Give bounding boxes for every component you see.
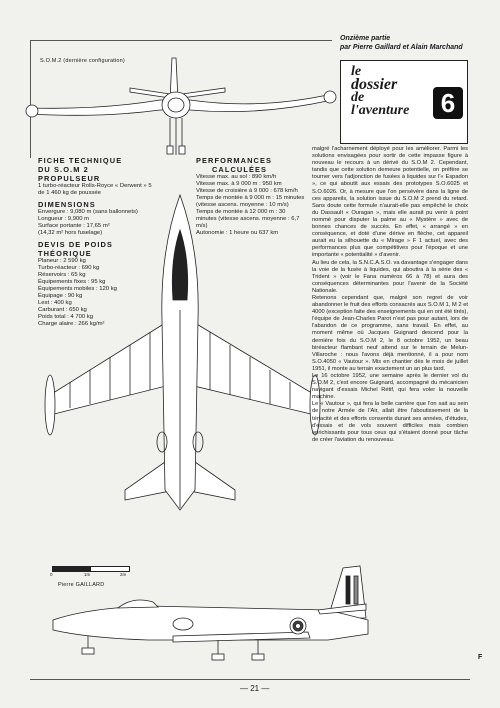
top-drawing-caption: S.O.M.2 (dernière configuration) <box>40 58 125 64</box>
scale-tick-0: 0 <box>50 572 53 577</box>
footer-line <box>30 679 470 680</box>
artist-credit: Pierre GAILLARD <box>58 582 105 588</box>
devis-item: Carburant : 650 kg <box>38 307 87 313</box>
devis-item: Équipements fixes : 95 kg <box>38 279 106 285</box>
devis-item: Équipements mobiles : 120 kg <box>38 286 117 292</box>
badge-line-4: l'aventure <box>351 103 410 118</box>
front-view-drawing <box>20 50 340 160</box>
dimension-item: (14,32 m² hors fuselage) <box>38 230 103 236</box>
performance-item: Autonomie : 1 heure ou 637 km <box>196 230 279 236</box>
badge-line-3: de <box>351 90 365 105</box>
badge-number: 6 <box>433 87 463 119</box>
article-paragraph: Retenons cependant que, malgré son regret de voir abandonner le fruit des efforts consacrés aux S.O.M 1, M 2 et 4000 (exception faite des enseignements qui en ont été tirés), l'équipe de Jean-Charles Parot n'est pas pour autant, lors de l'abandon de ce programme, sans travail. En effet, au moment même où Jacques Guignard descend pour la dernière fois du S.O.M 2, le 8 octobre 1952, un beau biréacteur flambant neuf attend sur le terrain de Melun-Villaroche : nous l'avons déjà mentionné, il a pour nom S.O.4050 « Vautour ». Mis en chantier dès le mois de juillet 1951, il monte au terrain exactement un an plus tard. <box>312 294 468 372</box>
propulseur-text: 1 turbo-réacteur Rolls-Royce « Derwent » 5 de 1 460 kg de poussée <box>38 183 152 196</box>
badge-line-2: dossier <box>351 76 398 93</box>
article-paragraph: Au lieu de cela, la S.N.C.A.S.O. va davantage s'engager dans la voie de la fusée à liquides, qui aboutira à la série des « Trident » (voir le Fana numéros 66 à 78) et aura des conséquences déterminantes pour l'avenir de la Société Nationale. <box>312 259 469 294</box>
dimension-item: Surface portante : 17,65 m² <box>38 223 110 229</box>
devis-item: Lest : 400 kg <box>38 300 72 306</box>
propulseur-heading: PROPULSEUR <box>38 174 101 183</box>
side-view-drawing <box>48 558 378 668</box>
devis-item: Charge alaire : 266 kg/m² <box>38 321 105 327</box>
scale-tick-2: 2m <box>120 572 127 577</box>
fiche-title-1: FICHE TECHNIQUE <box>38 156 123 165</box>
article-paragraph: Le « Vautour », qui fera la belle carrière que l'on sait au sein de notre Armée de l'Air, allait être l'aboutissement de la ténacité et des efforts consentis durant ses années, d'études, d'essais et de vols souvent difficiles mais combien enrichissants pour tous ceux qui s'étaient donné pour tâche de créer l'aviation du renouveau. <box>312 401 468 443</box>
article-paragraph: Le 16 octobre 1952, une semaine après le dernier vol du S.O.M 2, c'est encore Guignard, accompagné du mécanicien navigant d'essais Michel Rétif, qui fera voler la nouvelle machine. <box>312 373 468 401</box>
performances-heading-2: CALCULÉES <box>212 165 268 174</box>
article-credit <box>340 35 490 52</box>
badge-line-1: le <box>351 64 362 79</box>
margin-letter: F <box>478 654 483 661</box>
dimension-item: Longueur : 9,900 m <box>38 216 90 222</box>
page-number: — 21 — <box>240 684 270 693</box>
authors-label: par Pierre Gaillard et Alain Marchand <box>340 43 463 51</box>
article-text <box>312 146 468 444</box>
performance-item: Temps de montée à 12 000 m : 30 minutes (vitesse ascens. moyenne : 6,7 m/s) <box>196 209 300 229</box>
article-paragraph: malgré l'acharnement déployé pour les améliorer. Parmi les solutions envisagées pour sortir de cette impasse figure à nouveau le recours à un dérivé du S.O.M 2. Cependant, tandis que cette solution demeure potentielle, on préfère se tourner vers l'adjonction de fusées à liquides sur l'« Espadon », ce qui aboutit aux essais des prototypes S.O.6025 et S.O.6026. Or, à mesure que l'on persévère dans la ligne de ces appareils, la solution issue du S.O.M 2 prend du retard. Sans doute cette formule n'aurait-elle pas empêché le choix du Dassault « Ouragan », mais elle aurait pu venir à point nommé pour disputer la palme au « Mystère » avec de bonnes chances de succès. En effet, « arrangé » en conséquence, et doté d'une dérive en flèche, cet appareil aurait eu la silhouette du « Mirage » F 1 actuel, avec des performances plus que compétitives pour l'époque et une importante « potentialité » d'avenir. <box>312 146 468 259</box>
devis-item: Planeur : 2 590 kg <box>38 258 86 264</box>
performances-heading-1: PERFORMANCES <box>196 156 273 165</box>
plan-view-drawing <box>30 190 330 520</box>
devis-heading-1: DEVIS DE POIDS <box>38 240 113 249</box>
performance-item: Vitesse de croisière à 9 000 : 678 km/h <box>196 188 298 194</box>
scale-tick-1: 1m <box>84 572 91 577</box>
dimension-item: Envergure : 9,080 m (sans ballonnets) <box>38 209 138 215</box>
devis-item: Poids total : 4 700 kg <box>38 314 94 320</box>
devis-item: Réservoirs : 65 kg <box>38 272 86 278</box>
performance-item: Temps de montée à 9 000 m : 15 minutes (vitesse ascens. moyenne : 10 m/s) <box>196 195 305 208</box>
performance-item: Vitesse max. à 9 000 m : 950 km <box>196 181 282 187</box>
devis-heading-2: THÉORIQUE <box>38 249 92 258</box>
frame-top-line <box>30 40 332 41</box>
dossier-aventure-badge <box>340 60 468 144</box>
devis-item: Équipage : 90 kg <box>38 293 83 299</box>
fiche-title-2: DU S.O.M 2 <box>38 165 89 174</box>
performance-item: Vitesse max. au sol : 890 km/h <box>196 174 277 180</box>
dimensions-heading: DIMENSIONS <box>38 200 96 209</box>
devis-item: Turbo-réacteur : 690 kg <box>38 265 100 271</box>
series-label: Onzième partie <box>340 35 391 42</box>
